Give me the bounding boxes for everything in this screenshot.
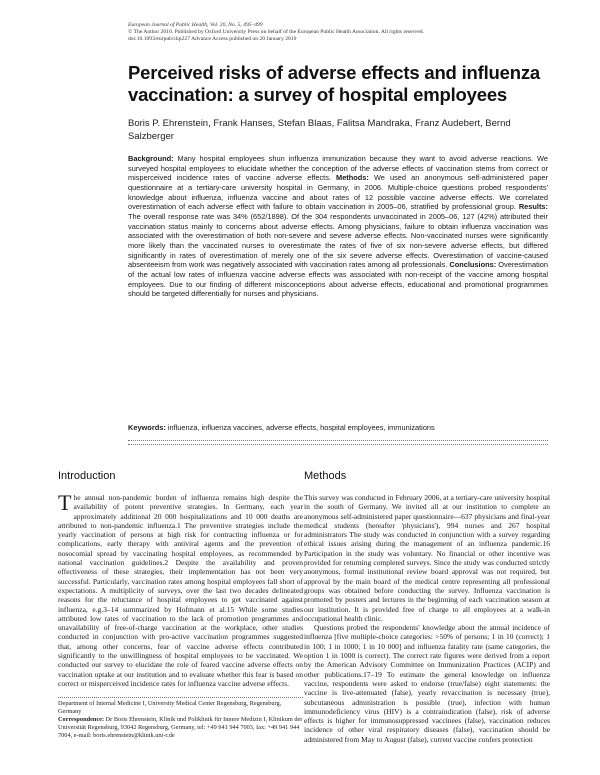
abstract-results: The overall response rate was 34% (652/1898). Of the 304 respondents unvaccinated in 2005–06, 127 (42%) attributed their vaccination status mainly to concerns about adverse effects. Among physicians, failure to obtain influenza vaccination was associated with the overestimation of both non-severe and severe adverse effects. Non-vaccinated nurses were significantly more likely than the vaccinated nurses to overestimate the rates of five of six non-severe adverse effects, but differed significantly in rates of overestimation of merely one of the six severe adverse effects. Overestimation of vaccine-caused absenteeism from work was negatively associated with vaccination rates among all professionals. — [128, 211, 548, 270]
introduction-paragraph — [58, 490, 303, 688]
author-list: Boris P. Ehrenstein, Frank Hanses, Stefan Blaas, Falitsa Mandraka, Franz Audebert, Bernd Salzberger — [128, 118, 511, 142]
methods-paragraph-2: Questions probed the respondents' knowledge about the annual incidence of influenza [five multiple-choice categories: >50% of persons; 1 in 10 (correct); 1 in 100; 1 in 1000; 1 in 10 000] and influenza fatality rate (same categories, the option 1 in 1000 is correct). The correct rate figures were derived from a report by the American Advisory Committee on Immunization Practices (ACIP) and other publications.17–19 To estimate the general knowledge on influenza vaccine, respondents were asked to endorse (true/false) eight statements: the vaccine is live-attenuated (false), yearly revaccination is necessary (true), subcutaneous administration is possible (true), infection with human immunodeficiency virus (HIV) is a contraindication (false), risk of adverse effects is higher for immunosuppressed vaccinees (false), vaccination reduces incidence of other viral respiratory diseases (false), vaccination should be administered from May to August (false), current vaccine confers protection — [304, 623, 550, 744]
correspondence — [58, 716, 303, 740]
introduction-heading: Introduction — [58, 470, 116, 482]
abstract-methods: We used an anonymous self-administered paper questionnaire at a tertiary-care university hospital in Germany, in 2006. Multiple-choice questions probed respondents' knowledge about influenza, influenza vaccine and about rates of 12 possible vaccine adverse effects. We correlated overestimation of each adverse effect with failure to obtain vaccination in 2005–06, stratified by professional group. — [128, 173, 548, 212]
correspondence-label: Correspondence: — [58, 715, 105, 723]
journal-citation: European Journal of Public Health, Vol. 20, No. 5, 495–499 — [128, 22, 263, 28]
methods-heading: Methods — [304, 470, 347, 482]
copyright-line: © The Author 2010. Published by Oxford University Press on behalf of the European Public Health Association. All rights reserved. — [128, 29, 424, 35]
methods-column — [304, 470, 550, 744]
abstract — [128, 154, 548, 299]
abstract-conclusions-label: Conclusions: — [449, 260, 497, 270]
abstract-methods-label: Methods: — [336, 173, 369, 183]
abstract-results-label: Results: — [518, 202, 548, 212]
keywords-text: influenza, influenza vaccines, adverse effects, hospital employees, immunizations — [165, 423, 435, 432]
affiliation-footnote — [58, 697, 303, 740]
journal-header — [128, 22, 538, 43]
keywords — [128, 423, 548, 432]
doi-line: doi:10.1093/eurpub/ckp227 Advance Access published on 20 January 2010 — [128, 36, 297, 42]
drop-cap: T — [58, 490, 72, 515]
introduction-text: he annual non-pandemic burden of influenza remains high despite the availability of potent preventive strategies. In Germany, each year approximately additional 20 000 hospitalizations and 10 000 deaths are attributed to non-pandemic influenza.1 The preventive strategies include the yearly vaccination of persons at high risk for contracting influenza or for complications, early therapy with antiviral agents and the prevention of nosocomial spread by vaccinating hospital employees, as recommended by national vaccination guidelines.2 Despite the availability and proven effectiveness of these strategies, their implementation has not been very successful. Particularly, vaccination rates among hospital employees fall short of expectations. A multiplicity of surveys, over the last two decades delineated reasons for the reluctance of hospital employees to get vaccinated against influenza, e.g.3–14 summarized by Hofmann et al.15 While some studies attributed low rates of vaccination to the lack of promotion programmes and unavailability of free-of-charge vaccination at the workplace, other studies conducted in conjunction with pro-active vaccination programmes suggested that, among other concerns, fear of vaccine adverse effects contributed significantly to the unwillingness of hospital employees to be vaccinated. We conducted our survey to elucidate the role of feared vaccine adverse effects on vaccination uptake at our institution and to evaluate whether this fear is based on correct or misperceived incidence rates for influenza vaccine adverse effects. — [58, 493, 303, 688]
correspondence-text: Dr Boris Ehrenstein, Klinik und Poliklinik für Innere Medizin I, Klinikum der Universität Regensburg, 93042 Regensburg, Germany, tel: +49 941 944 7003, fax: +49 941 944 7004, e-mail: boris.ehrenstein@klinik.uni-r.de — [58, 715, 303, 739]
article-title: Perceived risks of adverse effects and influenza vaccination: a survey of hospital employees — [128, 62, 540, 105]
keywords-label: Keywords: — [128, 423, 166, 432]
dotted-divider — [128, 440, 548, 441]
abstract-background: Many hospital employees shun influenza immunization because they want to avoid adverse reactions. We surveyed hospital employees to elucidate whether the conception of the adverse effects of vaccination stems from correct or misperceived incidence rates of vaccine adverse effects. — [128, 154, 548, 183]
introduction-column — [58, 470, 303, 688]
abstract-conclusions: Overestimation of the actual low rates of influenza vaccine adverse effects was associated with non-receipt of the vaccine among hospital employees. Due to our finding of different misconceptions about adverse effects, educational and promotional programmes should be targeted differentially for nurses and physicians. — [128, 260, 548, 299]
abstract-background-label: Background: — [128, 154, 174, 163]
dotted-divider — [128, 444, 548, 445]
methods-paragraph-1: This survey was conducted in February 2006, at a tertiary-care university hospital in the south of Germany. We invited all at our institution to complete an anonymous self-administered paper questionnaire—637 physicians and final-year medical students (hereafter 'physicians'), 994 nurses and 267 hospital administrators The study was conducted in conjunction with a survey regarding ethical issues arising during the management of an influenza pandemic.16 Participation in the study was voluntary. No financial or other incentive was provided for returning completed surveys. Since the study was conducted strictly anonymous, formal institutional review board approval was not required, but approval by the main board of the medical centre representing all professional groups was obtained before conducting the survey. Influenza vaccination is promoted by posters and lectures in the beginning of each vaccination season at our institution. It is provided free of charge to all employees at a walk-in occupational health clinic. — [304, 493, 550, 623]
department-affiliation: Department of Internal Medicine I, University Medical Center Regensburg, Regensburg, Germany — [58, 700, 282, 715]
